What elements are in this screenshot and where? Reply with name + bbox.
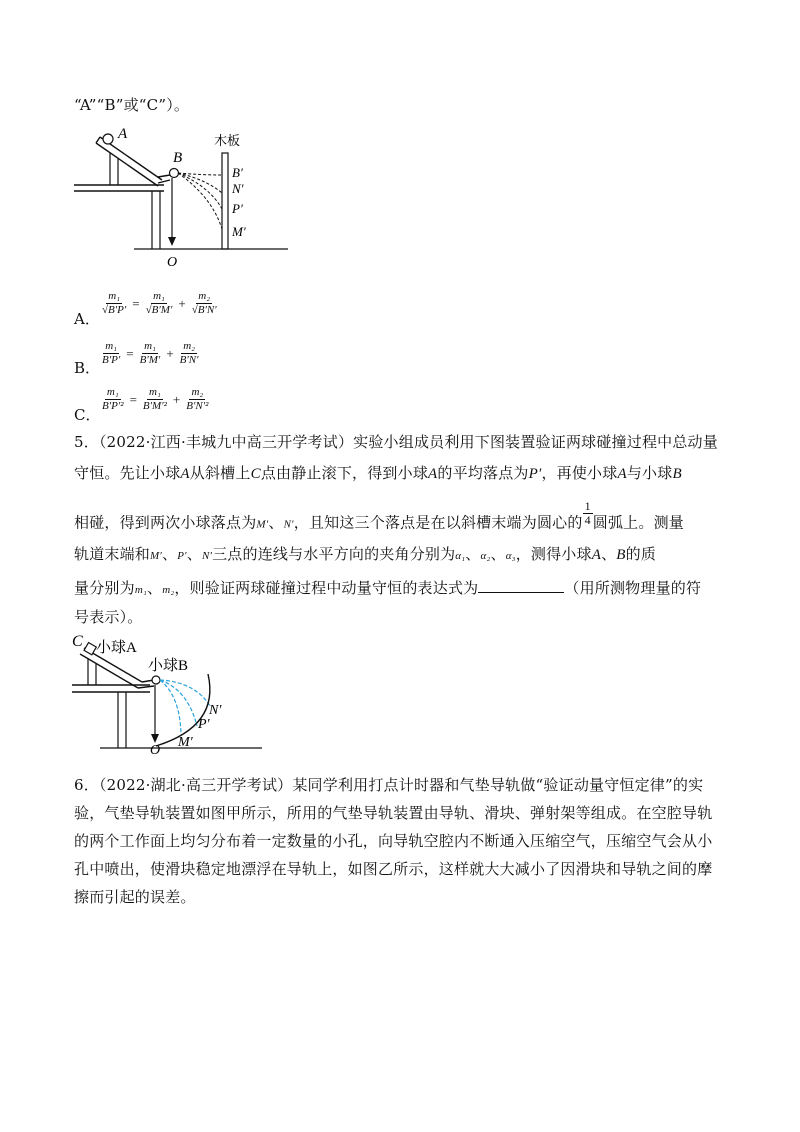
ball-b-label: 小球B: [148, 658, 189, 674]
q5-line-2: 守恒。先让小球A从斜槽上C点由静止滚下，得到小球A的平均落点为P′，再使小球A与小球B: [74, 464, 682, 482]
q6-line-5: 擦而引起的误差。: [74, 888, 196, 906]
option-a-equation: $\frac{\text{m₁}}{√B'P'}$ = $\frac{\text{m₁}}{√B'M'}$ + $\frac{\text{m₂}}{√B'N'}$: [102, 290, 217, 316]
option-b-label: B．: [74, 359, 101, 377]
figure-collision-board: [72, 125, 302, 270]
q5-line-5: 量分别为m₁、m₂，则验证两球碰撞过程中动量守恒的表达式为 （用所测物理量的符: [74, 579, 702, 597]
q5-line-1: 5．（2022·江西·丰城九中高三开学考试）实验小组成员利用下图装置验证两球碰撞过程中总动量: [74, 433, 718, 451]
label-o: O: [167, 255, 178, 270]
label-n-prime: N′: [232, 181, 244, 196]
label-m-prime: M′: [232, 224, 246, 239]
label-n-prime-2: N′: [209, 703, 222, 718]
ball-a-label: 小球A: [96, 640, 137, 656]
q6-line-4: 孔中喷出，使滑块稳定地漂浮在导轨上，如图乙所示，这样就大大减小了因滑块和导轨之间的摩: [74, 860, 713, 878]
option-b-equation: $\frac{\text{m₁}}{B'P'}$ = $\frac{\text{m₁}}{B'M'}$ + $\frac{\text{m₂}}{B'N'}$: [102, 340, 199, 366]
label-p-prime: P′: [232, 201, 243, 216]
label-b-prime: B′: [232, 165, 243, 180]
label-m-prime-2: M′: [178, 735, 193, 750]
q5-line-3: 相碰，得到两次小球落点为M′、N′，且知这三个落点是在以斜槽末端为圆心的 $\frac{1}{4}$ 圆弧上。测量: [74, 499, 684, 532]
q5-line-4: 轨道末端和M′、P′、N′三点的连线与水平方向的夹角分别为α₁、α₂、α₃，测得小球A、B的质: [74, 545, 657, 563]
label-c: C: [72, 633, 83, 650]
q5-line-6: 号表示）。: [74, 608, 143, 626]
q6-line-2: 验，气垫导轨装置如图甲所示，所用的气垫导轨装置由导轨、滑块、弹射架等组成。在空腔导轨: [74, 804, 713, 822]
option-c-equation: $\frac{\text{m₁}}{\text{B′P′²}}$ = $\frac{\text{m₁}}{\text{B′M′²}}$ + $\frac{\text{m₂}}{\text{B′N′²}}$: [102, 386, 209, 412]
option-a-label: A．: [74, 310, 100, 328]
label-o-2: O: [150, 743, 161, 755]
answer-blank[interactable]: [478, 578, 564, 593]
q6-line-1: 6．（2022·湖北·高三开学考试）某同学利用打点计时器和气垫导轨做“验证动量守恒定律”的实: [74, 776, 704, 794]
figure-quarter-arc: [70, 630, 270, 755]
board-label: 木板: [214, 133, 241, 148]
option-c-label: C．: [74, 406, 101, 424]
label-a: A: [118, 126, 128, 142]
label-b: B: [173, 150, 183, 166]
label-p-prime-2: P′: [198, 717, 210, 732]
q6-line-3: 的两个工作面上均匀分布着一定数量的小孔，向导轨空腔内不断通入压缩空气，压缩空气会从小: [74, 832, 713, 850]
top-line: “A”“B”或“C”）。: [74, 96, 190, 114]
